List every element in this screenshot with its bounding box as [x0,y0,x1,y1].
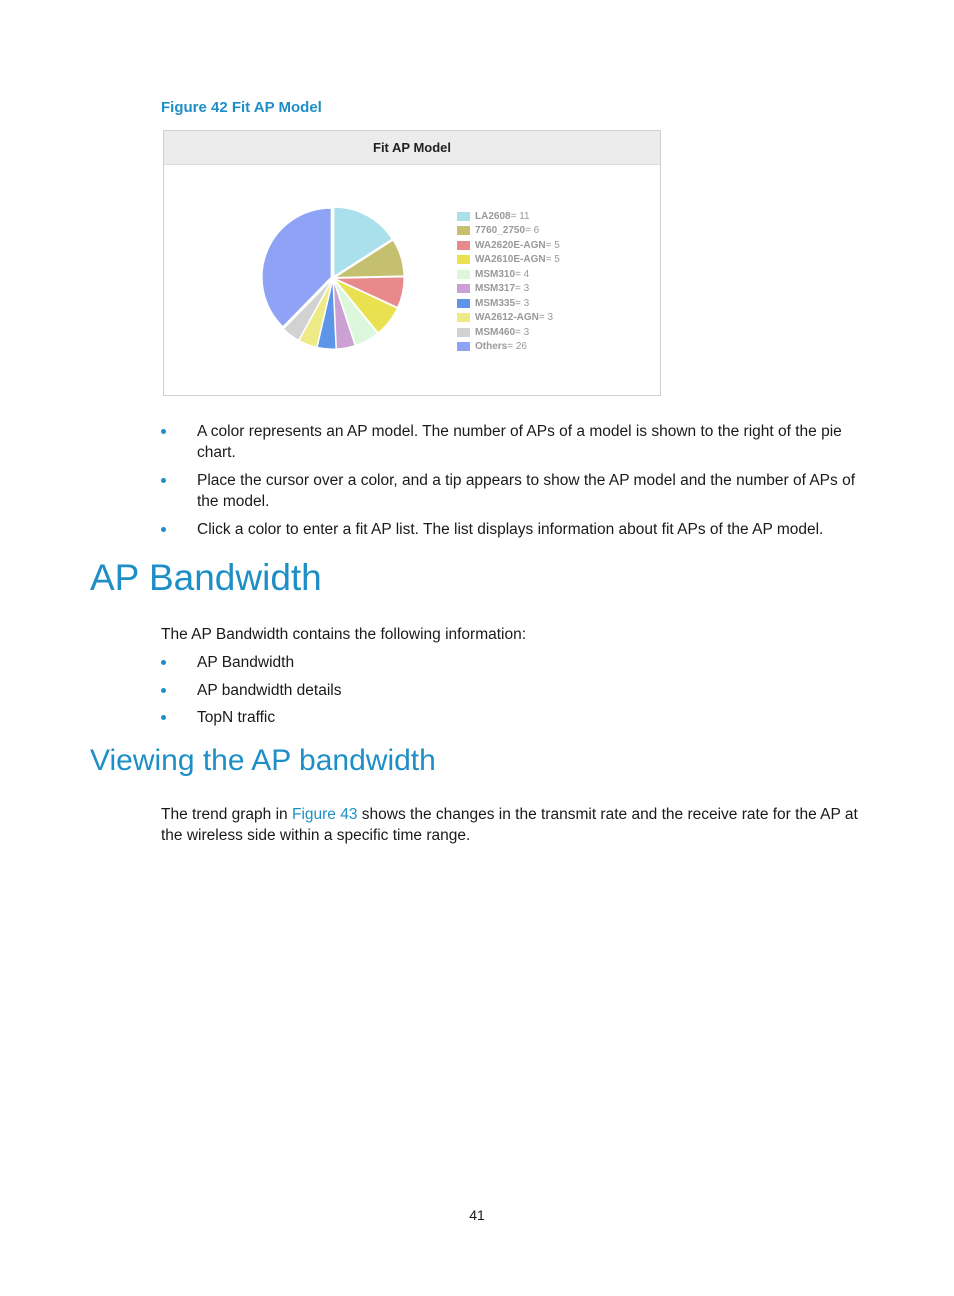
list-item: Place the cursor over a color, and a tip appears to show the AP model and the number of APs of the model. [161,470,866,512]
legend-item[interactable] [457,209,560,224]
page-number: 41 [469,1207,485,1223]
legend-value: = 5 [545,239,560,251]
list-item: Click a color to enter a fit AP list. The list displays information about fit APs of the AP model. [161,519,866,540]
legend-value: = 3 [515,326,530,338]
legend-item[interactable] [457,340,560,355]
bullet-icon [161,429,166,434]
legend-label: WA2620E-AGN [475,239,546,251]
legend-label: LA2608 [475,210,511,222]
legend-swatch [457,328,470,337]
legend-label: MSM460 [475,326,516,338]
section-intro: The AP Bandwidth contains the following information: [161,626,527,643]
section-body: The trend graph in Figure 43 shows the changes in the transmit rate and the receive rate for the AP at the wireless side within a specific time range. [161,806,858,844]
pie-chart-panel [163,130,661,396]
bullet-icon [161,715,166,720]
list-item: A color represents an AP model. The number of APs of a model is shown to the right of the pie chart. [161,421,866,463]
legend-item[interactable] [457,325,560,340]
legend-swatch [457,255,470,264]
legend-item[interactable] [457,253,560,268]
legend-label: MSM310 [475,268,516,280]
pie-chart [164,131,660,395]
bullet-icon [161,660,166,665]
legend-item[interactable] [457,282,560,297]
list-item: TopN traffic [161,707,866,728]
legend-item[interactable] [457,224,560,239]
legend-swatch [457,270,470,279]
legend-swatch [457,226,470,235]
figure-43-link[interactable]: Figure 43 [291,806,358,823]
legend-label: Others [475,341,508,353]
legend-value: = 6 [525,225,540,237]
section-heading-viewing-ap-bandwidth: Viewing the AP bandwidth [90,744,436,777]
legend-item[interactable] [457,296,560,311]
legend-item[interactable] [457,267,560,282]
legend-swatch [457,299,470,308]
legend-label: MSM317 [475,283,516,295]
list-item: AP bandwidth details [161,680,866,701]
legend-value: = 4 [515,268,530,280]
legend-swatch [457,241,470,250]
figure-caption: Figure 42 Fit AP Model [161,99,322,116]
legend-label: MSM335 [475,297,516,309]
legend-item[interactable] [457,238,560,253]
legend-swatch [457,284,470,293]
list-item: AP Bandwidth [161,652,866,673]
legend-value: = 3 [515,297,530,309]
legend-value: = 26 [507,341,527,353]
bullet-icon [161,688,166,693]
legend-value: = 11 [510,210,530,222]
bullet-icon [161,527,166,532]
legend-label: WA2612-AGN [475,312,539,324]
legend-label: 7760_2750 [475,225,526,237]
section-heading-ap-bandwidth: AP Bandwidth [90,557,322,598]
legend-item[interactable] [457,311,560,326]
ap-bandwidth-list [161,652,866,728]
legend-swatch [457,342,470,351]
figure-notes-list [161,421,866,540]
legend-swatch [457,313,470,322]
legend-value: = 5 [545,254,560,266]
chart-legend [457,209,560,354]
chart-title: Fit AP Model [164,131,660,165]
legend-value: = 3 [538,312,554,324]
legend-label: WA2610E-AGN [475,254,546,266]
legend-value: = 3 [515,283,530,295]
bullet-icon [161,478,166,483]
legend-swatch [457,212,470,221]
